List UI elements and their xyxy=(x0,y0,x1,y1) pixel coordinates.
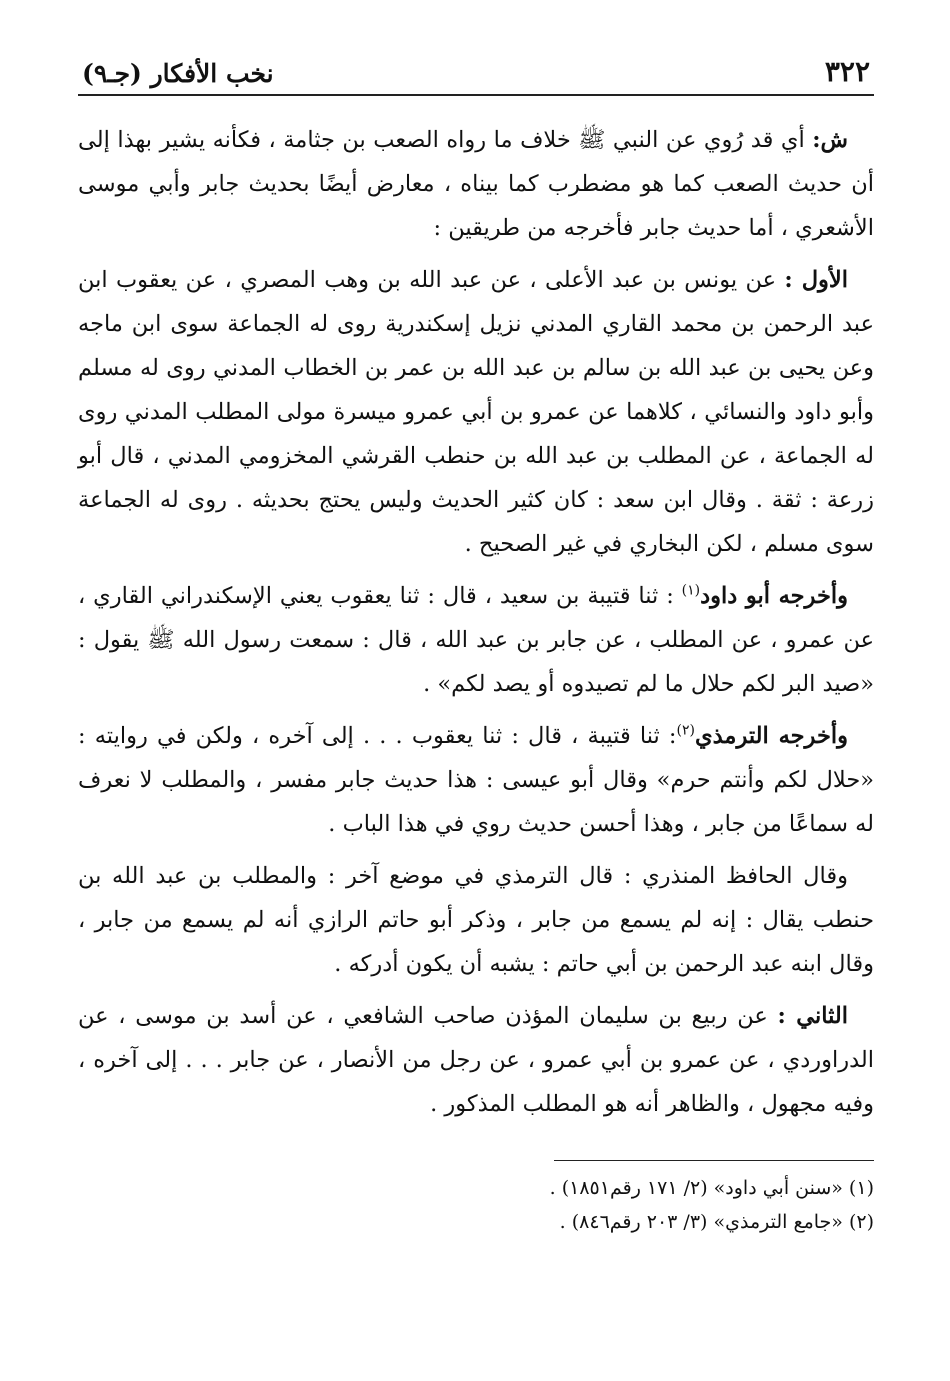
paragraph-second-route xyxy=(78,994,874,1126)
footnote-marker[interactable]: (١) xyxy=(681,582,701,599)
footnote-divider xyxy=(554,1160,874,1161)
book-title: نخب الأفكار (جـ٩) xyxy=(82,59,274,88)
paragraph-text: عن ربيع بن سليمان المؤذن صاحب الشافعي ، عن أسد بن موسى ، عن الدراوردي ، عن عمرو بن أبي عمرو ، عن رجل من الأنصار ، عن جابر . . . إلى آخره ، وفيه مجهول ، والظاهر أنه هو المطلب المذكور . xyxy=(78,1003,874,1117)
footnote-1: (١) «سنن أبي داود» (٢/ ١٧١ رقم١٨٥١) . xyxy=(549,1177,874,1199)
paragraph-abu-dawud xyxy=(78,574,874,706)
footnotes xyxy=(78,1171,874,1239)
paragraph-commentary xyxy=(78,118,874,250)
paragraph-lead: وأخرجه أبو داود xyxy=(700,583,848,609)
paragraph-text: عن يونس بن عبد الأعلى ، عن عبد الله بن وهب المصري ، عن يعقوب ابن عبد الرحمن بن محمد القاري المدني نزيل إسكندرية روى له الجماعة سوى ابن ماجه وعن يحيى بن عبد الله بن سالم بن عبد الله بن عمر بن الخطاب المدني روى له مسلم وأبو داود والنسائي ، كلاهما عن عمرو بن أبي عمرو ميسرة مولى المطلب المدني روى له الجماعة ، عن المطلب بن عبد الله بن حنطب القرشي المخزومي المدني ، قال أبو زرعة : ثقة . وقال ابن سعد : كان كثير الحديث وليس يحتج بحديثه . روى له الجماعة سوى مسلم ، لكن البخاري في غير الصحيح . xyxy=(78,267,874,557)
paragraph-lead: وأخرجه الترمذي xyxy=(694,723,848,749)
main-text xyxy=(78,118,874,1126)
page-number: ٣٢٢ xyxy=(824,55,870,88)
footnote-2: (٢) «جامع الترمذي» (٣/ ٢٠٣ رقم٨٤٦) . xyxy=(559,1211,874,1233)
paragraph-tirmidhi xyxy=(78,714,874,846)
paragraph-text: وقال الحافظ المنذري : قال الترمذي في موضع آخر : والمطلب بن عبد الله بن حنطب يقال : إنه لم يسمع من جابر ، وذكر أبو حاتم الرازي أنه لم يسمع من جابر ، وقال ابنه عبد الرحمن بن أبي حاتم : يشبه أن يكون أدركه . xyxy=(78,863,874,977)
running-header xyxy=(78,40,874,96)
paragraph-text: : ثنا قتيبة بن سعيد ، قال : ثنا يعقوب يعني الإسكندراني القاري ، عن عمرو ، عن المطلب ، عن جابر بن عبد الله ، قال : سمعت رسول الله ﷺ يقول : «صيد البر لكم حلال ما لم تصيدوه أو يصد لكم» . xyxy=(78,583,874,697)
footnote-marker[interactable]: (٢) xyxy=(676,722,695,739)
paragraph-lead: الثاني : xyxy=(777,1003,848,1029)
paragraph-first-route xyxy=(78,258,874,566)
page xyxy=(78,40,874,1239)
paragraph-lead: الأول : xyxy=(784,267,849,293)
paragraph-lead: ش: xyxy=(812,127,848,153)
paragraph-mundhiri xyxy=(78,854,874,986)
paragraph-text: : ثنا قتيبة ، قال : ثنا يعقوب . . . إلى آخره ، ولكن في روايته : «حلال لكم وأنتم حرم» وقال أبو عيسى : هذا حديث جابر مفسر ، والمطلب لا نعرف له سماعًا من جابر ، وهذا أحسن حديث روي في هذا الباب . xyxy=(78,723,874,837)
paragraph-text: أي قد رُوي عن النبي ﷺ خلاف ما رواه الصعب بن جثامة ، فكأنه يشير بهذا إلى أن حديث الصعب كما هو مضطرب كما بيناه ، معارض أيضًا بحديث جابر وأبي موسى الأشعري ، أما حديث جابر فأخرجه من طريقين : xyxy=(78,127,874,241)
